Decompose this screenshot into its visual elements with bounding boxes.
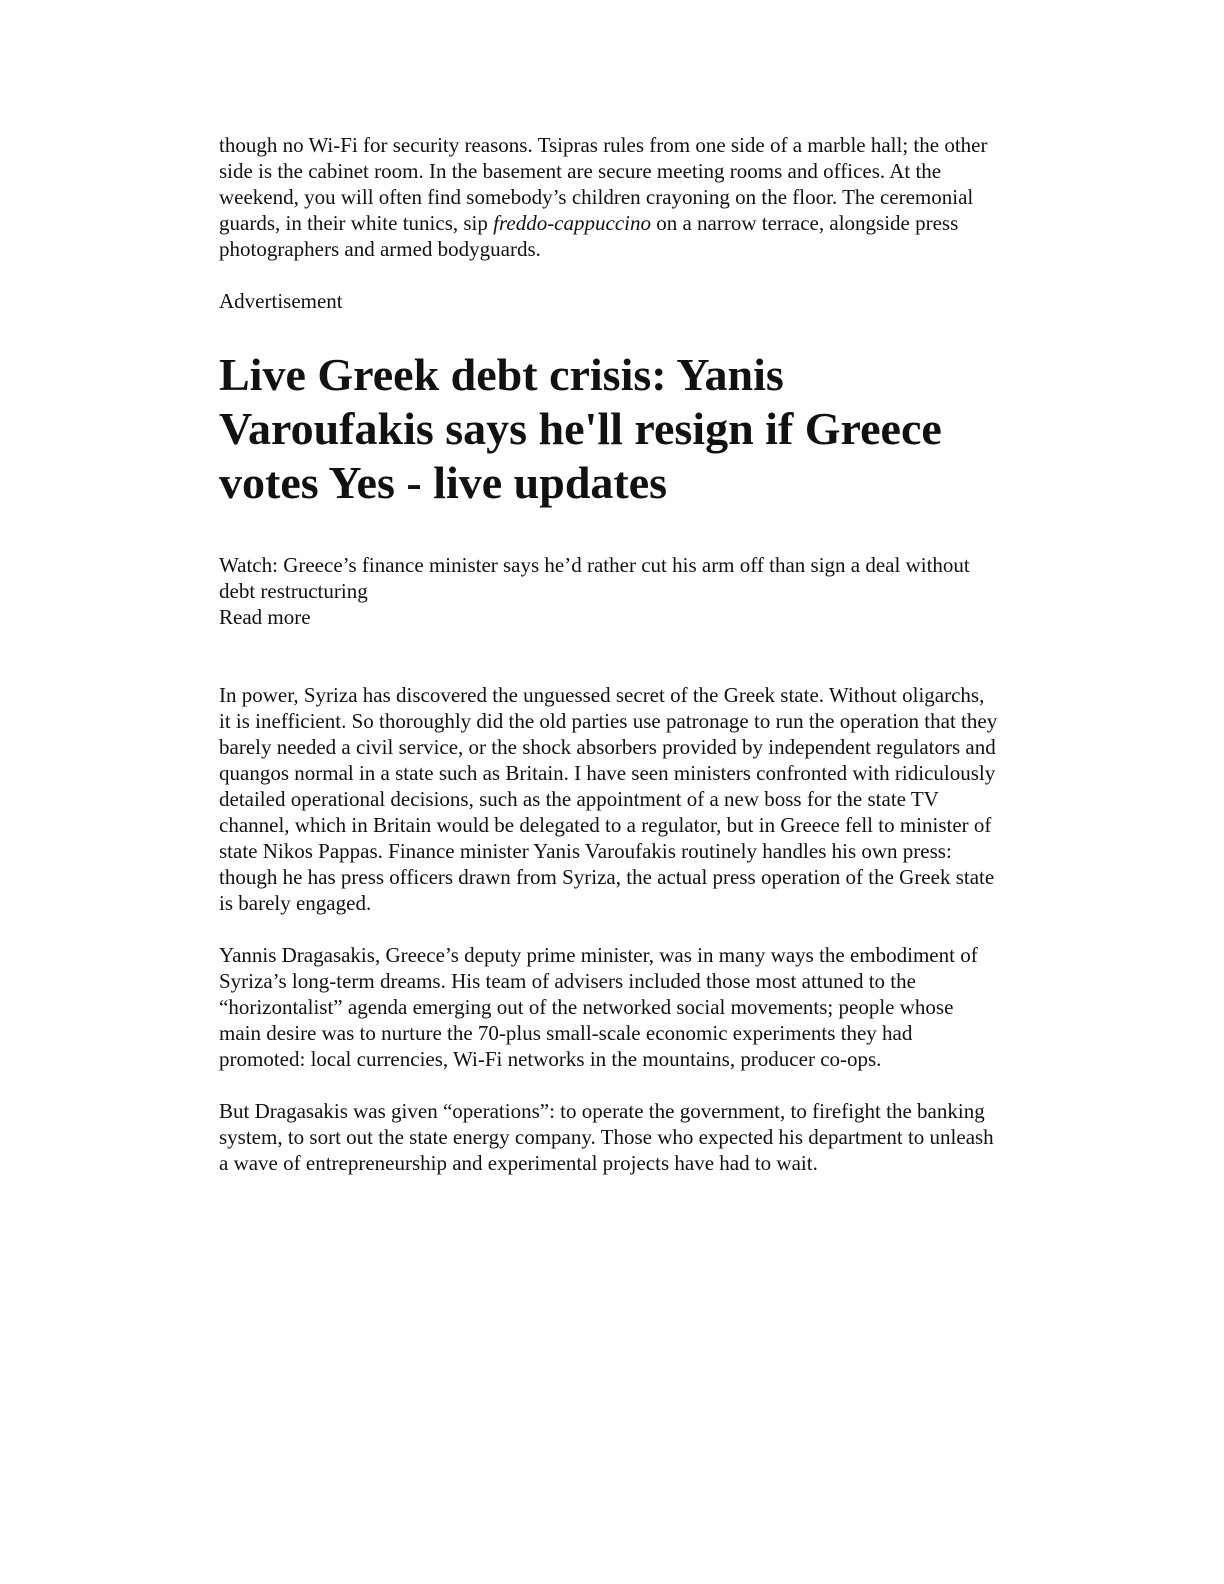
embedded-video-caption: Watch: Greece’s finance minister says he’d rather cut his arm off than sign a deal without debt restructuring xyxy=(219,553,970,603)
intro-italic-term: freddo-cappuccino xyxy=(493,211,651,235)
intro-paragraph xyxy=(219,132,999,262)
document-page xyxy=(219,132,999,1202)
embedded-article-headline[interactable]: Live Greek debt crisis: Yanis Varoufakis says he'll resign if Greece votes Yes - live updates xyxy=(219,349,942,508)
embedded-article-block xyxy=(219,552,999,630)
advertisement-label: Advertisement xyxy=(219,289,343,313)
body-paragraph-2: Yannis Dragasakis, Greece’s deputy prime minister, was in many ways the embodiment of Syriza’s long-term dreams. His team of advisers included those most attuned to the “horizontalist” agenda emerging out of the networked social movements; people whose main desire was to nurture the 70-plus small-scale economic experiments they had promoted: local currencies, Wi-Fi networks in the mountains, producer co-ops. xyxy=(219,943,978,1071)
intro-text-end: on a narrow terrace, alongside press photographers and armed bodyguards. xyxy=(219,211,959,261)
body-paragraph-1: In power, Syriza has discovered the unguessed secret of the Greek state. Without oligarchs, it is inefficient. So thoroughly did the old parties use patronage to run the operation that they barely needed a civil service, or the shock absorbers provided by independent regulators and quangos normal in a state such as Britain. I have seen ministers confronted with ridiculously detailed operational decisions, such as the appointment of a new boss for the state TV channel, which in Britain would be delegated to a regulator, but in Greece fell to minister of state Nikos Pappas. Finance minister Yanis Varoufakis routinely handles his own press: though he has press officers drawn from Syriza, the actual press operation of the Greek state is barely engaged. xyxy=(219,683,998,915)
body-paragraph-3: But Dragasakis was given “operations”: to operate the government, to firefight the banking system, to sort out the state energy company. Those who expected his department to unleash a wave of entrepreneurship and experimental projects have had to wait. xyxy=(219,1099,994,1175)
intro-text-start: though no Wi-Fi for security reasons. Tsipras rules from one side of a marble hall; the other side is the cabinet room. In the basement are secure meeting rooms and offices. At the weekend, you will often find somebody’s children crayoning on the floor. The ceremonial guards, in their white tunics, sip xyxy=(219,133,988,235)
read-more-link[interactable]: Read more xyxy=(219,605,311,629)
